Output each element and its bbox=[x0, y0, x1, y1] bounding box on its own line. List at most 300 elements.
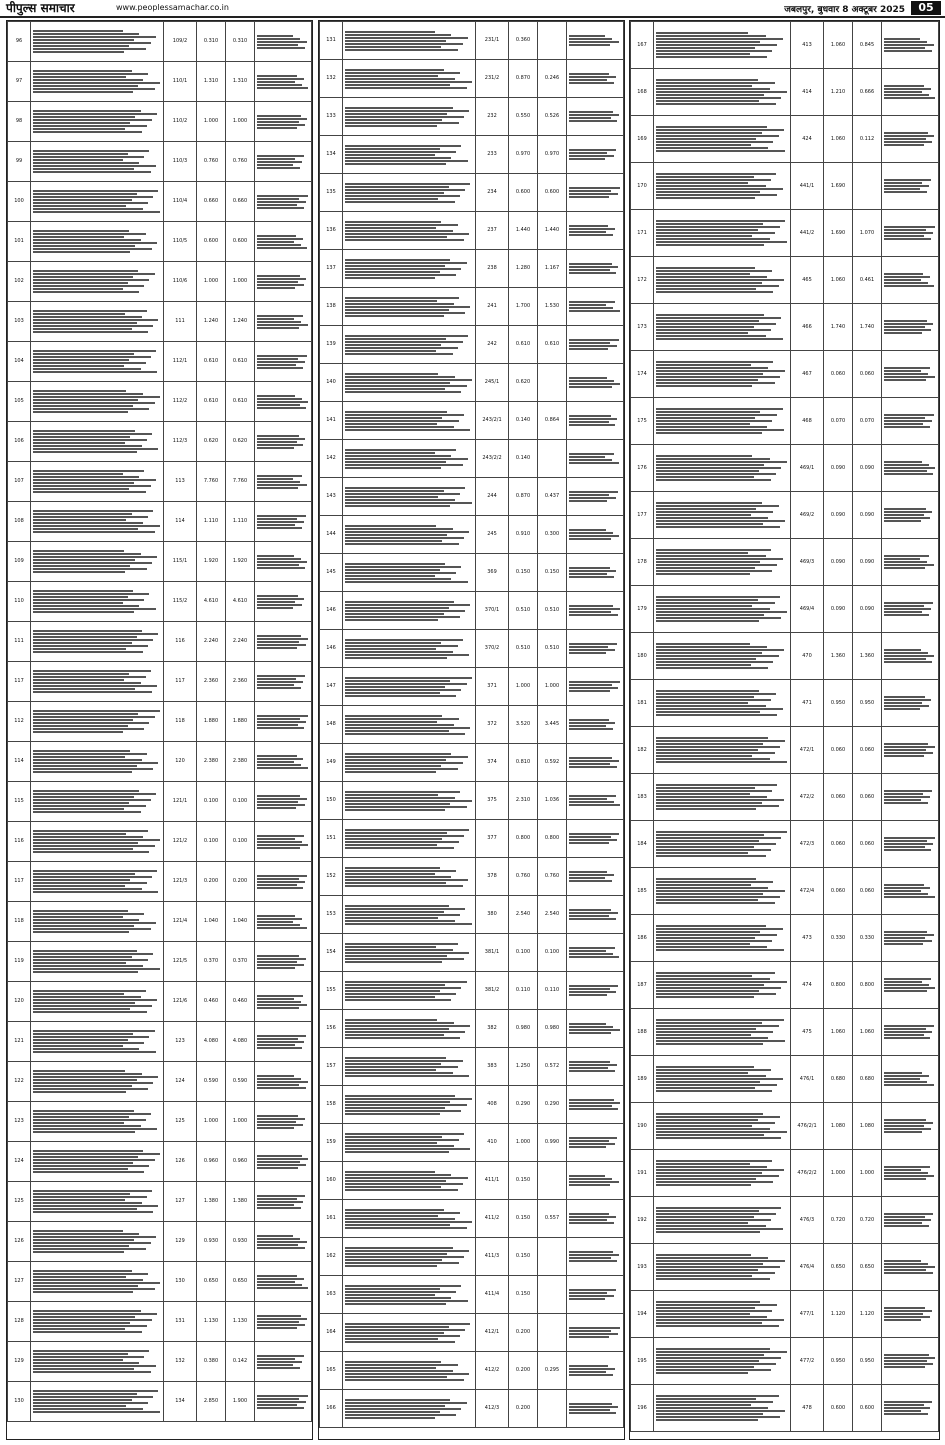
survey-number: 110/4 bbox=[164, 182, 197, 222]
table-row bbox=[320, 668, 624, 706]
page-number: 05 bbox=[911, 1, 941, 15]
total-area: 0.150 bbox=[509, 1162, 538, 1200]
village-remarks bbox=[882, 1103, 939, 1150]
owner-description bbox=[654, 351, 791, 398]
acquired-area: 0.680 bbox=[853, 1056, 882, 1103]
survey-number: 477/1 bbox=[791, 1291, 824, 1338]
table-row bbox=[631, 727, 939, 774]
acquired-area: 1.040 bbox=[226, 902, 255, 942]
survey-number: 112/1 bbox=[164, 342, 197, 382]
survey-number: 380 bbox=[476, 896, 509, 934]
survey-number: 411/2 bbox=[476, 1200, 509, 1238]
table-row bbox=[631, 304, 939, 351]
survey-number: 424 bbox=[791, 116, 824, 163]
total-area: 0.620 bbox=[509, 364, 538, 402]
table-row bbox=[8, 1182, 312, 1222]
serial-number: 150 bbox=[320, 782, 343, 820]
owner-description bbox=[31, 1022, 164, 1062]
acquired-area: 0.600 bbox=[538, 174, 567, 212]
total-area: 0.980 bbox=[509, 1010, 538, 1048]
survey-number: 476/2/2 bbox=[791, 1150, 824, 1197]
survey-number: 109/2 bbox=[164, 22, 197, 62]
village-remarks bbox=[255, 62, 312, 102]
village-remarks bbox=[255, 1062, 312, 1102]
owner-description bbox=[343, 820, 476, 858]
total-area: 0.870 bbox=[509, 60, 538, 98]
survey-number: 110/1 bbox=[164, 62, 197, 102]
serial-number: 166 bbox=[320, 1390, 343, 1428]
serial-number: 172 bbox=[631, 257, 654, 304]
owner-description bbox=[31, 1302, 164, 1342]
serial-number: 195 bbox=[631, 1338, 654, 1385]
acquired-area: 0.510 bbox=[538, 630, 567, 668]
owner-description bbox=[343, 1124, 476, 1162]
survey-number: 115/2 bbox=[164, 582, 197, 622]
owner-description bbox=[343, 22, 476, 60]
village-remarks bbox=[255, 1022, 312, 1062]
owner-description bbox=[31, 1142, 164, 1182]
table-row bbox=[8, 62, 312, 102]
acquired-area: 0.060 bbox=[853, 727, 882, 774]
village-remarks bbox=[882, 163, 939, 210]
acquired-area bbox=[538, 1276, 567, 1314]
total-area: 1.000 bbox=[197, 102, 226, 142]
survey-number: 472/4 bbox=[791, 868, 824, 915]
table-row bbox=[631, 774, 939, 821]
survey-number: 134 bbox=[164, 1382, 197, 1422]
owner-description bbox=[31, 22, 164, 62]
village-remarks bbox=[255, 462, 312, 502]
survey-number: 472/1 bbox=[791, 727, 824, 774]
village-remarks bbox=[567, 858, 624, 896]
survey-number: 466 bbox=[791, 304, 824, 351]
survey-number: 469/2 bbox=[791, 492, 824, 539]
village-remarks bbox=[882, 1009, 939, 1056]
village-remarks bbox=[567, 554, 624, 592]
acquired-area: 0.800 bbox=[538, 820, 567, 858]
acquired-area: 0.760 bbox=[538, 858, 567, 896]
total-area: 0.870 bbox=[509, 478, 538, 516]
owner-description bbox=[31, 582, 164, 622]
total-area: 1.280 bbox=[509, 250, 538, 288]
owner-description bbox=[343, 706, 476, 744]
owner-description bbox=[654, 1338, 791, 1385]
owner-description bbox=[654, 69, 791, 116]
acquired-area: 0.720 bbox=[853, 1197, 882, 1244]
village-remarks bbox=[882, 1244, 939, 1291]
survey-number: 381/1 bbox=[476, 934, 509, 972]
acquired-area: 0.760 bbox=[226, 142, 255, 182]
owner-description bbox=[31, 862, 164, 902]
survey-number: 474 bbox=[791, 962, 824, 1009]
total-area: 2.540 bbox=[509, 896, 538, 934]
survey-number: 414 bbox=[791, 69, 824, 116]
owner-description bbox=[343, 592, 476, 630]
total-area: 0.800 bbox=[824, 962, 853, 1009]
serial-number: 152 bbox=[320, 858, 343, 896]
total-area: 0.110 bbox=[509, 972, 538, 1010]
village-remarks bbox=[567, 1162, 624, 1200]
serial-number: 116 bbox=[8, 822, 31, 862]
total-area: 0.090 bbox=[824, 492, 853, 539]
acquired-area bbox=[538, 1314, 567, 1352]
table-row bbox=[8, 222, 312, 262]
survey-number: 110/5 bbox=[164, 222, 197, 262]
village-remarks bbox=[567, 1010, 624, 1048]
village-remarks bbox=[255, 302, 312, 342]
total-area: 0.060 bbox=[824, 351, 853, 398]
total-area: 1.380 bbox=[197, 1182, 226, 1222]
village-remarks bbox=[882, 586, 939, 633]
serial-number: 98 bbox=[8, 102, 31, 142]
owner-description bbox=[654, 539, 791, 586]
total-area: 0.810 bbox=[509, 744, 538, 782]
owner-description bbox=[343, 1390, 476, 1428]
total-area: 0.200 bbox=[509, 1390, 538, 1428]
table-row bbox=[320, 1390, 624, 1428]
acquired-area: 1.880 bbox=[226, 702, 255, 742]
acquired-area: 0.620 bbox=[226, 422, 255, 462]
survey-number: 111 bbox=[164, 302, 197, 342]
acquired-area: 0.864 bbox=[538, 402, 567, 440]
survey-number: 124 bbox=[164, 1062, 197, 1102]
total-area: 0.680 bbox=[824, 1056, 853, 1103]
total-area: 1.110 bbox=[197, 502, 226, 542]
table-row bbox=[631, 116, 939, 163]
owner-description bbox=[31, 502, 164, 542]
owner-description bbox=[31, 822, 164, 862]
survey-number: 411/3 bbox=[476, 1238, 509, 1276]
village-remarks bbox=[882, 69, 939, 116]
total-area: 0.590 bbox=[197, 1062, 226, 1102]
survey-number: 232 bbox=[476, 98, 509, 136]
total-area: 2.850 bbox=[197, 1382, 226, 1422]
acquired-area: 1.110 bbox=[226, 502, 255, 542]
serial-number: 109 bbox=[8, 542, 31, 582]
table-row bbox=[320, 22, 624, 60]
survey-number: 116 bbox=[164, 622, 197, 662]
acquired-area: 0.090 bbox=[853, 539, 882, 586]
total-area: 0.200 bbox=[197, 862, 226, 902]
owner-description bbox=[654, 1103, 791, 1150]
survey-number: 375 bbox=[476, 782, 509, 820]
village-remarks bbox=[882, 868, 939, 915]
survey-number: 243/2/2 bbox=[476, 440, 509, 478]
serial-number: 122 bbox=[8, 1062, 31, 1102]
dateline: जबलपुर, बुधवार 8 अक्टूबर 2025 bbox=[784, 5, 905, 15]
total-area: 0.060 bbox=[824, 821, 853, 868]
table-row bbox=[320, 554, 624, 592]
village-remarks bbox=[567, 668, 624, 706]
total-area: 0.600 bbox=[197, 222, 226, 262]
table-row bbox=[8, 1022, 312, 1062]
owner-description bbox=[343, 1086, 476, 1124]
owner-description bbox=[31, 1182, 164, 1222]
village-remarks bbox=[567, 478, 624, 516]
acquired-area bbox=[538, 1238, 567, 1276]
owner-description bbox=[654, 1150, 791, 1197]
total-area: 0.910 bbox=[509, 516, 538, 554]
total-area: 0.720 bbox=[824, 1197, 853, 1244]
total-area: 1.000 bbox=[509, 1124, 538, 1162]
table-row bbox=[8, 822, 312, 862]
serial-number: 99 bbox=[8, 142, 31, 182]
serial-number: 187 bbox=[631, 962, 654, 1009]
total-area: 2.310 bbox=[509, 782, 538, 820]
survey-number: 383 bbox=[476, 1048, 509, 1086]
owner-description bbox=[31, 462, 164, 502]
owner-description bbox=[654, 445, 791, 492]
table-row bbox=[631, 210, 939, 257]
acquired-area: 1.130 bbox=[226, 1302, 255, 1342]
acquired-area: 0.090 bbox=[853, 445, 882, 492]
survey-number: 234 bbox=[476, 174, 509, 212]
table-row bbox=[8, 502, 312, 542]
village-remarks bbox=[567, 630, 624, 668]
survey-number: 476/3 bbox=[791, 1197, 824, 1244]
serial-number: 103 bbox=[8, 302, 31, 342]
serial-number: 151 bbox=[320, 820, 343, 858]
owner-description bbox=[343, 1276, 476, 1314]
survey-number: 245 bbox=[476, 516, 509, 554]
village-remarks bbox=[255, 1302, 312, 1342]
village-remarks bbox=[567, 174, 624, 212]
owner-description bbox=[654, 22, 791, 69]
village-remarks bbox=[882, 962, 939, 1009]
owner-description bbox=[654, 257, 791, 304]
acquired-area: 1.920 bbox=[226, 542, 255, 582]
serial-number: 107 bbox=[8, 462, 31, 502]
total-area: 0.150 bbox=[509, 1276, 538, 1314]
village-remarks bbox=[255, 702, 312, 742]
acquired-area: 3.445 bbox=[538, 706, 567, 744]
owner-description bbox=[343, 554, 476, 592]
survey-number: 468 bbox=[791, 398, 824, 445]
total-area: 1.130 bbox=[197, 1302, 226, 1342]
table-row bbox=[8, 1062, 312, 1102]
survey-number: 245/1 bbox=[476, 364, 509, 402]
acquired-area: 0.557 bbox=[538, 1200, 567, 1238]
acquired-area: 0.510 bbox=[538, 592, 567, 630]
village-remarks bbox=[255, 942, 312, 982]
survey-number: 473 bbox=[791, 915, 824, 962]
table-row bbox=[320, 1276, 624, 1314]
owner-description bbox=[654, 1009, 791, 1056]
owner-description bbox=[343, 136, 476, 174]
masthead-logo: पीपुल्स समाचार bbox=[6, 1, 75, 15]
owner-description bbox=[343, 326, 476, 364]
table-row bbox=[631, 1291, 939, 1338]
owner-description bbox=[31, 222, 164, 262]
survey-number: 231/1 bbox=[476, 22, 509, 60]
serial-number: 100 bbox=[8, 182, 31, 222]
acquired-area: 0.590 bbox=[226, 1062, 255, 1102]
serial-number: 132 bbox=[320, 60, 343, 98]
table-row bbox=[320, 706, 624, 744]
total-area: 1.060 bbox=[824, 257, 853, 304]
acquired-area: 0.310 bbox=[226, 22, 255, 62]
owner-description bbox=[654, 633, 791, 680]
serial-number: 117 bbox=[8, 662, 31, 702]
serial-number: 115 bbox=[8, 782, 31, 822]
serial-number: 110 bbox=[8, 582, 31, 622]
serial-number: 142 bbox=[320, 440, 343, 478]
village-remarks bbox=[567, 98, 624, 136]
acquired-area: 2.380 bbox=[226, 742, 255, 782]
total-area: 0.610 bbox=[197, 342, 226, 382]
owner-description bbox=[31, 382, 164, 422]
owner-description bbox=[31, 1382, 164, 1422]
survey-number: 381/2 bbox=[476, 972, 509, 1010]
village-remarks bbox=[255, 1262, 312, 1302]
survey-number: 233 bbox=[476, 136, 509, 174]
table-row bbox=[631, 1197, 939, 1244]
village-remarks bbox=[567, 212, 624, 250]
total-area: 1.880 bbox=[197, 702, 226, 742]
serial-number: 184 bbox=[631, 821, 654, 868]
table-row bbox=[8, 102, 312, 142]
acquired-area: 0.461 bbox=[853, 257, 882, 304]
serial-number: 127 bbox=[8, 1262, 31, 1302]
table-row bbox=[320, 744, 624, 782]
total-area: 1.040 bbox=[197, 902, 226, 942]
survey-number: 470 bbox=[791, 633, 824, 680]
serial-number: 130 bbox=[8, 1382, 31, 1422]
table-row bbox=[8, 982, 312, 1022]
survey-number: 110/3 bbox=[164, 142, 197, 182]
acquired-area: 1.240 bbox=[226, 302, 255, 342]
village-remarks bbox=[567, 250, 624, 288]
table-row bbox=[320, 136, 624, 174]
total-area: 1.700 bbox=[509, 288, 538, 326]
total-area: 3.520 bbox=[509, 706, 538, 744]
table-row bbox=[320, 212, 624, 250]
survey-number: 110/2 bbox=[164, 102, 197, 142]
table-row bbox=[320, 972, 624, 1010]
village-remarks bbox=[255, 102, 312, 142]
table-row bbox=[8, 22, 312, 62]
village-remarks bbox=[882, 1150, 939, 1197]
total-area: 0.060 bbox=[824, 774, 853, 821]
owner-description bbox=[31, 542, 164, 582]
table-row bbox=[631, 69, 939, 116]
survey-number: 129 bbox=[164, 1222, 197, 1262]
survey-number: 408 bbox=[476, 1086, 509, 1124]
owner-description bbox=[31, 262, 164, 302]
total-area: 0.610 bbox=[509, 326, 538, 364]
owner-description bbox=[31, 1342, 164, 1382]
serial-number: 102 bbox=[8, 262, 31, 302]
total-area: 0.200 bbox=[509, 1352, 538, 1390]
owner-description bbox=[343, 402, 476, 440]
total-area: 0.800 bbox=[509, 820, 538, 858]
total-area: 0.310 bbox=[197, 22, 226, 62]
total-area: 0.650 bbox=[824, 1244, 853, 1291]
village-remarks bbox=[882, 445, 939, 492]
owner-description bbox=[31, 1222, 164, 1262]
survey-number: 112/3 bbox=[164, 422, 197, 462]
table-row bbox=[631, 22, 939, 69]
owner-description bbox=[343, 934, 476, 972]
acquired-area: 0.970 bbox=[538, 136, 567, 174]
owner-description bbox=[654, 210, 791, 257]
survey-number: 478 bbox=[791, 1385, 824, 1432]
acquired-area: 0.112 bbox=[853, 116, 882, 163]
owner-description bbox=[31, 702, 164, 742]
survey-number: 123 bbox=[164, 1022, 197, 1062]
acquired-area bbox=[538, 22, 567, 60]
village-remarks bbox=[567, 820, 624, 858]
village-remarks bbox=[567, 516, 624, 554]
serial-number: 126 bbox=[8, 1222, 31, 1262]
acquired-area: 0.100 bbox=[226, 782, 255, 822]
total-area: 1.080 bbox=[824, 1103, 853, 1150]
acquired-area: 1.440 bbox=[538, 212, 567, 250]
acquired-area: 0.660 bbox=[226, 182, 255, 222]
table-row bbox=[8, 582, 312, 622]
village-remarks bbox=[255, 182, 312, 222]
village-remarks bbox=[255, 382, 312, 422]
table-row bbox=[320, 1238, 624, 1276]
survey-number: 411/1 bbox=[476, 1162, 509, 1200]
total-area: 1.690 bbox=[824, 163, 853, 210]
serial-number: 156 bbox=[320, 1010, 343, 1048]
acquired-area: 1.000 bbox=[226, 262, 255, 302]
total-area: 0.150 bbox=[509, 554, 538, 592]
acquired-area bbox=[853, 163, 882, 210]
owner-description bbox=[31, 342, 164, 382]
table-row bbox=[320, 402, 624, 440]
serial-number: 106 bbox=[8, 422, 31, 462]
serial-number: 180 bbox=[631, 633, 654, 680]
table-row bbox=[631, 821, 939, 868]
serial-number: 104 bbox=[8, 342, 31, 382]
serial-number: 105 bbox=[8, 382, 31, 422]
survey-number: 370/1 bbox=[476, 592, 509, 630]
total-area: 0.060 bbox=[824, 868, 853, 915]
serial-number: 108 bbox=[8, 502, 31, 542]
table-row bbox=[631, 539, 939, 586]
village-remarks bbox=[882, 1291, 939, 1338]
acquired-area: 0.980 bbox=[538, 1010, 567, 1048]
owner-description bbox=[343, 440, 476, 478]
village-remarks bbox=[255, 142, 312, 182]
table-row bbox=[320, 1086, 624, 1124]
table-row bbox=[8, 462, 312, 502]
owner-description bbox=[31, 1262, 164, 1302]
table-row bbox=[320, 1010, 624, 1048]
owner-description bbox=[654, 1385, 791, 1432]
survey-number: 112/2 bbox=[164, 382, 197, 422]
village-remarks bbox=[567, 1352, 624, 1390]
total-area: 0.100 bbox=[509, 934, 538, 972]
table-row bbox=[320, 782, 624, 820]
total-area: 0.070 bbox=[824, 398, 853, 445]
survey-number: 132 bbox=[164, 1342, 197, 1382]
acquired-area: 1.036 bbox=[538, 782, 567, 820]
table-row bbox=[8, 1342, 312, 1382]
table-row bbox=[631, 586, 939, 633]
village-remarks bbox=[567, 288, 624, 326]
table-row bbox=[320, 440, 624, 478]
table-row bbox=[631, 633, 939, 680]
total-area: 0.380 bbox=[197, 1342, 226, 1382]
serial-number: 131 bbox=[320, 22, 343, 60]
survey-number: 465 bbox=[791, 257, 824, 304]
serial-number: 165 bbox=[320, 1352, 343, 1390]
owner-description bbox=[31, 782, 164, 822]
table-row bbox=[631, 1338, 939, 1385]
